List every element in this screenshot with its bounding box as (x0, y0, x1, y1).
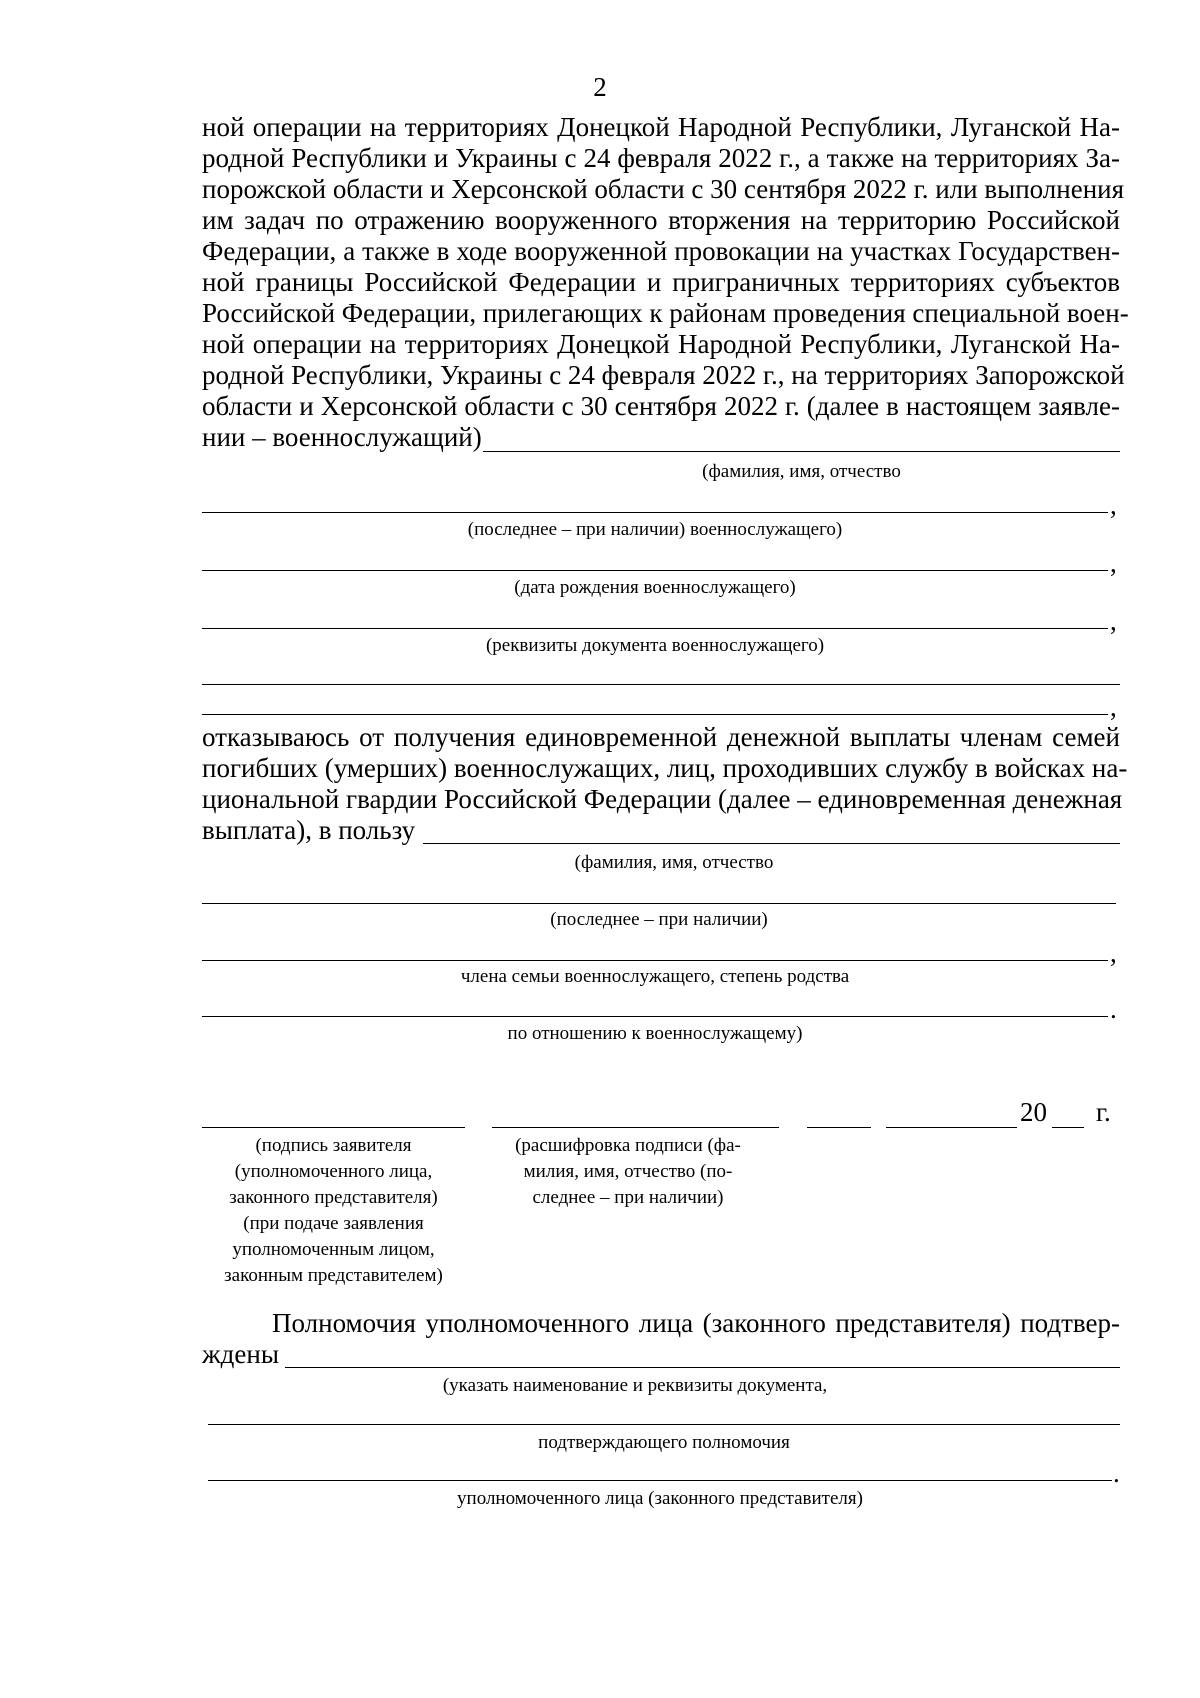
serviceman-label: нии – военнослужащий) (202, 422, 482, 452)
refusal-line: погибших (умерших) военнослужащих, лиц, проходивших службу в войсках на- (202, 753, 1128, 783)
comma-mark: , (1110, 548, 1117, 578)
caption-line: (расшифровка подписи (фа- (515, 1135, 741, 1156)
caption-line: уполномоченным лицом, (232, 1239, 435, 1260)
birth-date-caption: (дата рождения военнослужащего) (514, 577, 796, 598)
intro-line: ной операции на территориях Донецкой Народной Республики, Луганской На- (202, 112, 1120, 142)
comma-mark: , (1110, 938, 1117, 968)
caption-line: законным представителем) (224, 1265, 443, 1286)
authority-line-2: ждены (202, 1339, 279, 1369)
authority-document-field-3[interactable] (208, 1480, 1112, 1481)
year-suffix: г. (1096, 1097, 1111, 1127)
date-month-field[interactable] (886, 1127, 1017, 1128)
intro-line: родной Республики, Украины с 24 февраля 2022 г., на территориях Запорожской (202, 360, 1125, 390)
date-year-field[interactable] (1052, 1127, 1084, 1128)
authority-line-1 (202, 1308, 1120, 1339)
refusal-line: циональной гвардии Российской Федерации (далее – единовременная денежная (202, 784, 1123, 814)
year-prefix: 20 (1020, 1097, 1047, 1127)
signature-field[interactable] (202, 1127, 465, 1128)
refusal-paragraph (202, 722, 1128, 815)
relation-field[interactable] (202, 960, 1108, 961)
intro-line: области и Херсонской области с 30 сентября 2022 г. (далее в настоящем заявле- (202, 391, 1120, 421)
signature-caption (202, 1133, 465, 1289)
authority-caption-1: (указать наименование и реквизиты документа, (442, 1375, 828, 1396)
authority-text: Полномочия уполномоченного лица (законного представителя) подтвер- (272, 1308, 1120, 1338)
intro-line: родной Республики и Украины с 24 февраля 2022 г., а также на территориях За- (202, 143, 1120, 173)
caption-line: (уполномоченного лица, (234, 1161, 433, 1182)
intro-line: ной границы Российской Федерации и приграничных территориях субъектов (202, 267, 1120, 297)
signature-decryption-field[interactable] (492, 1127, 779, 1128)
decryption-caption (488, 1133, 768, 1211)
refusal-line: отказываюсь от получения единовременной денежной выплаты членам семей (202, 722, 1120, 752)
date-day-field[interactable] (807, 1127, 871, 1128)
authority-caption-3: уполномоченного лица (законного представителя) (457, 1488, 863, 1509)
beneficiary-name-caption-2: (последнее – при наличии) (550, 909, 768, 930)
serviceman-name-field-2[interactable] (202, 512, 1108, 513)
comma-mark: , (1110, 490, 1117, 520)
authority-document-field-2[interactable] (208, 1424, 1120, 1425)
intro-paragraph (202, 112, 1129, 422)
caption-line: (при подаче заявления (243, 1213, 424, 1234)
serviceman-name-caption-2: (последнее – при наличии) военнослужащего) (467, 519, 843, 540)
serviceman-name-caption: (фамилия, имя, отчество (702, 461, 901, 482)
document-caption: (реквизиты документа военнослужащего) (485, 635, 825, 656)
caption-line: милия, имя, отчество (по- (523, 1161, 733, 1182)
intro-line: ной операции на территориях Донецкой Народной Республики, Луганской На- (202, 329, 1120, 359)
intro-line: Федерации, а также в ходе вооруженной провокации на участках Государствен- (202, 236, 1120, 266)
period-mark: . (1113, 1458, 1120, 1488)
document-field-3[interactable] (202, 714, 1108, 715)
document-field-2[interactable] (202, 684, 1120, 685)
caption-line: (подпись заявителя (255, 1135, 412, 1156)
relation-field-2[interactable] (202, 1016, 1108, 1017)
beneficiary-name-field[interactable] (423, 843, 1120, 844)
birth-date-field[interactable] (202, 570, 1108, 571)
comma-mark: , (1110, 606, 1117, 636)
authority-document-field[interactable] (285, 1367, 1120, 1368)
relation-caption-2: по отношению к военнослужащему) (507, 1023, 803, 1044)
page-number: 2 (593, 72, 607, 102)
beneficiary-label: выплата), в пользу (202, 815, 416, 845)
document-field[interactable] (202, 628, 1108, 629)
relation-caption: члена семьи военнослужащего, степень родства (460, 966, 850, 987)
intro-line: порожской области и Херсонской области с 30 сентября 2022 г. или выполнения (202, 174, 1125, 204)
serviceman-name-field[interactable] (483, 451, 1120, 452)
intro-line: им задач по отражению вооруженного вторжения на территорию Российской (202, 205, 1120, 235)
period-mark: . (1110, 994, 1117, 1024)
caption-line: следнее – при наличии) (532, 1187, 724, 1208)
authority-caption-2: подтверждающего полномочия (538, 1432, 790, 1453)
comma-mark: , (1110, 692, 1117, 722)
beneficiary-name-caption: (фамилия, имя, отчество (574, 852, 774, 873)
caption-line: законного представителя) (229, 1187, 438, 1208)
intro-line: Российской Федерации, прилегающих к районам проведения специальной воен- (202, 298, 1129, 328)
beneficiary-name-field-2[interactable] (202, 903, 1116, 904)
